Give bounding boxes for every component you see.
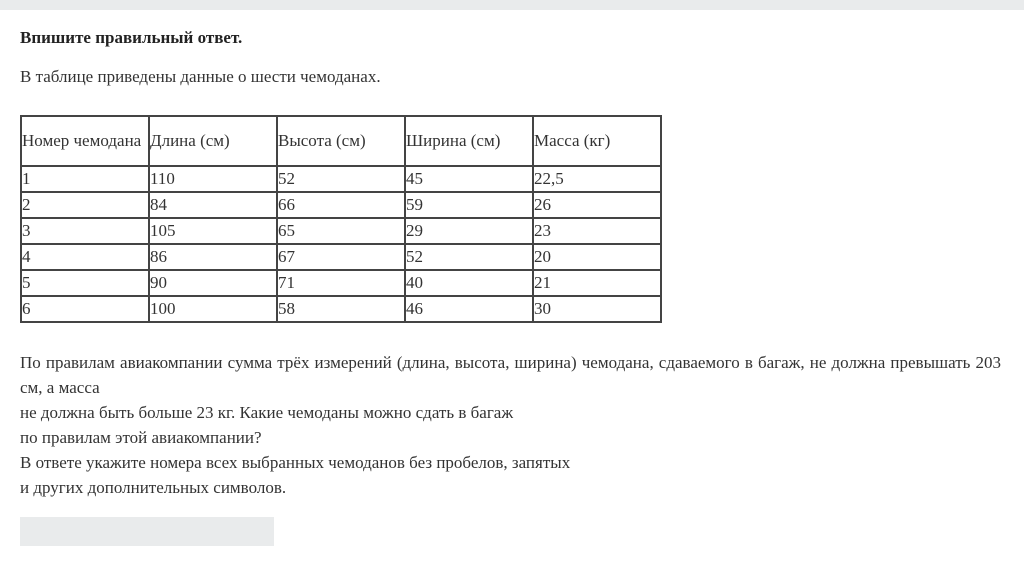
task-content [20,27,1001,500]
cell-height: 71 [277,270,405,296]
cell-length: 100 [149,296,277,322]
task-instruction: Впишите правильный ответ. [20,28,243,47]
cell-length: 105 [149,218,277,244]
cell-mass: 23 [533,218,661,244]
header-height [277,116,405,166]
rules-line-4: В ответе укажите номера всех выбранных чемоданов без пробелов, запятых [20,453,571,472]
table-row [21,192,661,218]
rules-line-5: и других дополнительных символов. [20,478,287,497]
cell-width: 45 [405,166,533,192]
cell-length: 90 [149,270,277,296]
cell-width: 40 [405,270,533,296]
cell-height: 66 [277,192,405,218]
cell-width: 52 [405,244,533,270]
header-number [21,116,149,166]
cell-width: 46 [405,296,533,322]
header-length [149,116,277,166]
task-intro: В таблице приведены данные о шести чемоданах. [20,67,381,86]
header-mass-label: Масса (кг) [534,131,611,150]
table-row [21,270,661,296]
task-rules [20,350,1001,500]
header-height-label: Высота (см) [278,131,366,150]
cell-height: 67 [277,244,405,270]
suitcase-table [20,115,662,323]
header-number-label: Номер чемодана [22,131,142,150]
cell-height: 58 [277,296,405,322]
cell-number: 5 [21,270,149,296]
cell-number: 4 [21,244,149,270]
top-bar [0,0,1024,10]
table-row [21,218,661,244]
cell-height: 65 [277,218,405,244]
answer-input[interactable] [20,517,274,546]
cell-mass: 21 [533,270,661,296]
cell-length: 110 [149,166,277,192]
rules-line-1: По правилам авиакомпании сумма трёх измерений (длина, высота, ширина) чемодана, сдаваемого в багаж, не должна превышать 203 см, а масса [20,353,1001,397]
cell-number: 1 [21,166,149,192]
rules-line-2: не должна быть больше 23 кг. Какие чемоданы можно сдать в багаж [20,403,514,422]
cell-mass: 22,5 [533,166,661,192]
cell-width: 29 [405,218,533,244]
table-row [21,244,661,270]
table-row [21,166,661,192]
cell-height: 52 [277,166,405,192]
cell-number: 6 [21,296,149,322]
table-header-row [21,116,661,166]
cell-length: 86 [149,244,277,270]
rules-line-3: по правилам этой авиакомпании? [20,428,262,447]
cell-mass: 20 [533,244,661,270]
header-mass [533,116,661,166]
table-row [21,296,661,322]
cell-mass: 26 [533,192,661,218]
cell-width: 59 [405,192,533,218]
header-length-label: Длина (см) [150,131,230,150]
cell-number: 3 [21,218,149,244]
cell-length: 84 [149,192,277,218]
header-width [405,116,533,166]
cell-mass: 30 [533,296,661,322]
cell-number: 2 [21,192,149,218]
header-width-label: Ширина (см) [406,131,501,150]
